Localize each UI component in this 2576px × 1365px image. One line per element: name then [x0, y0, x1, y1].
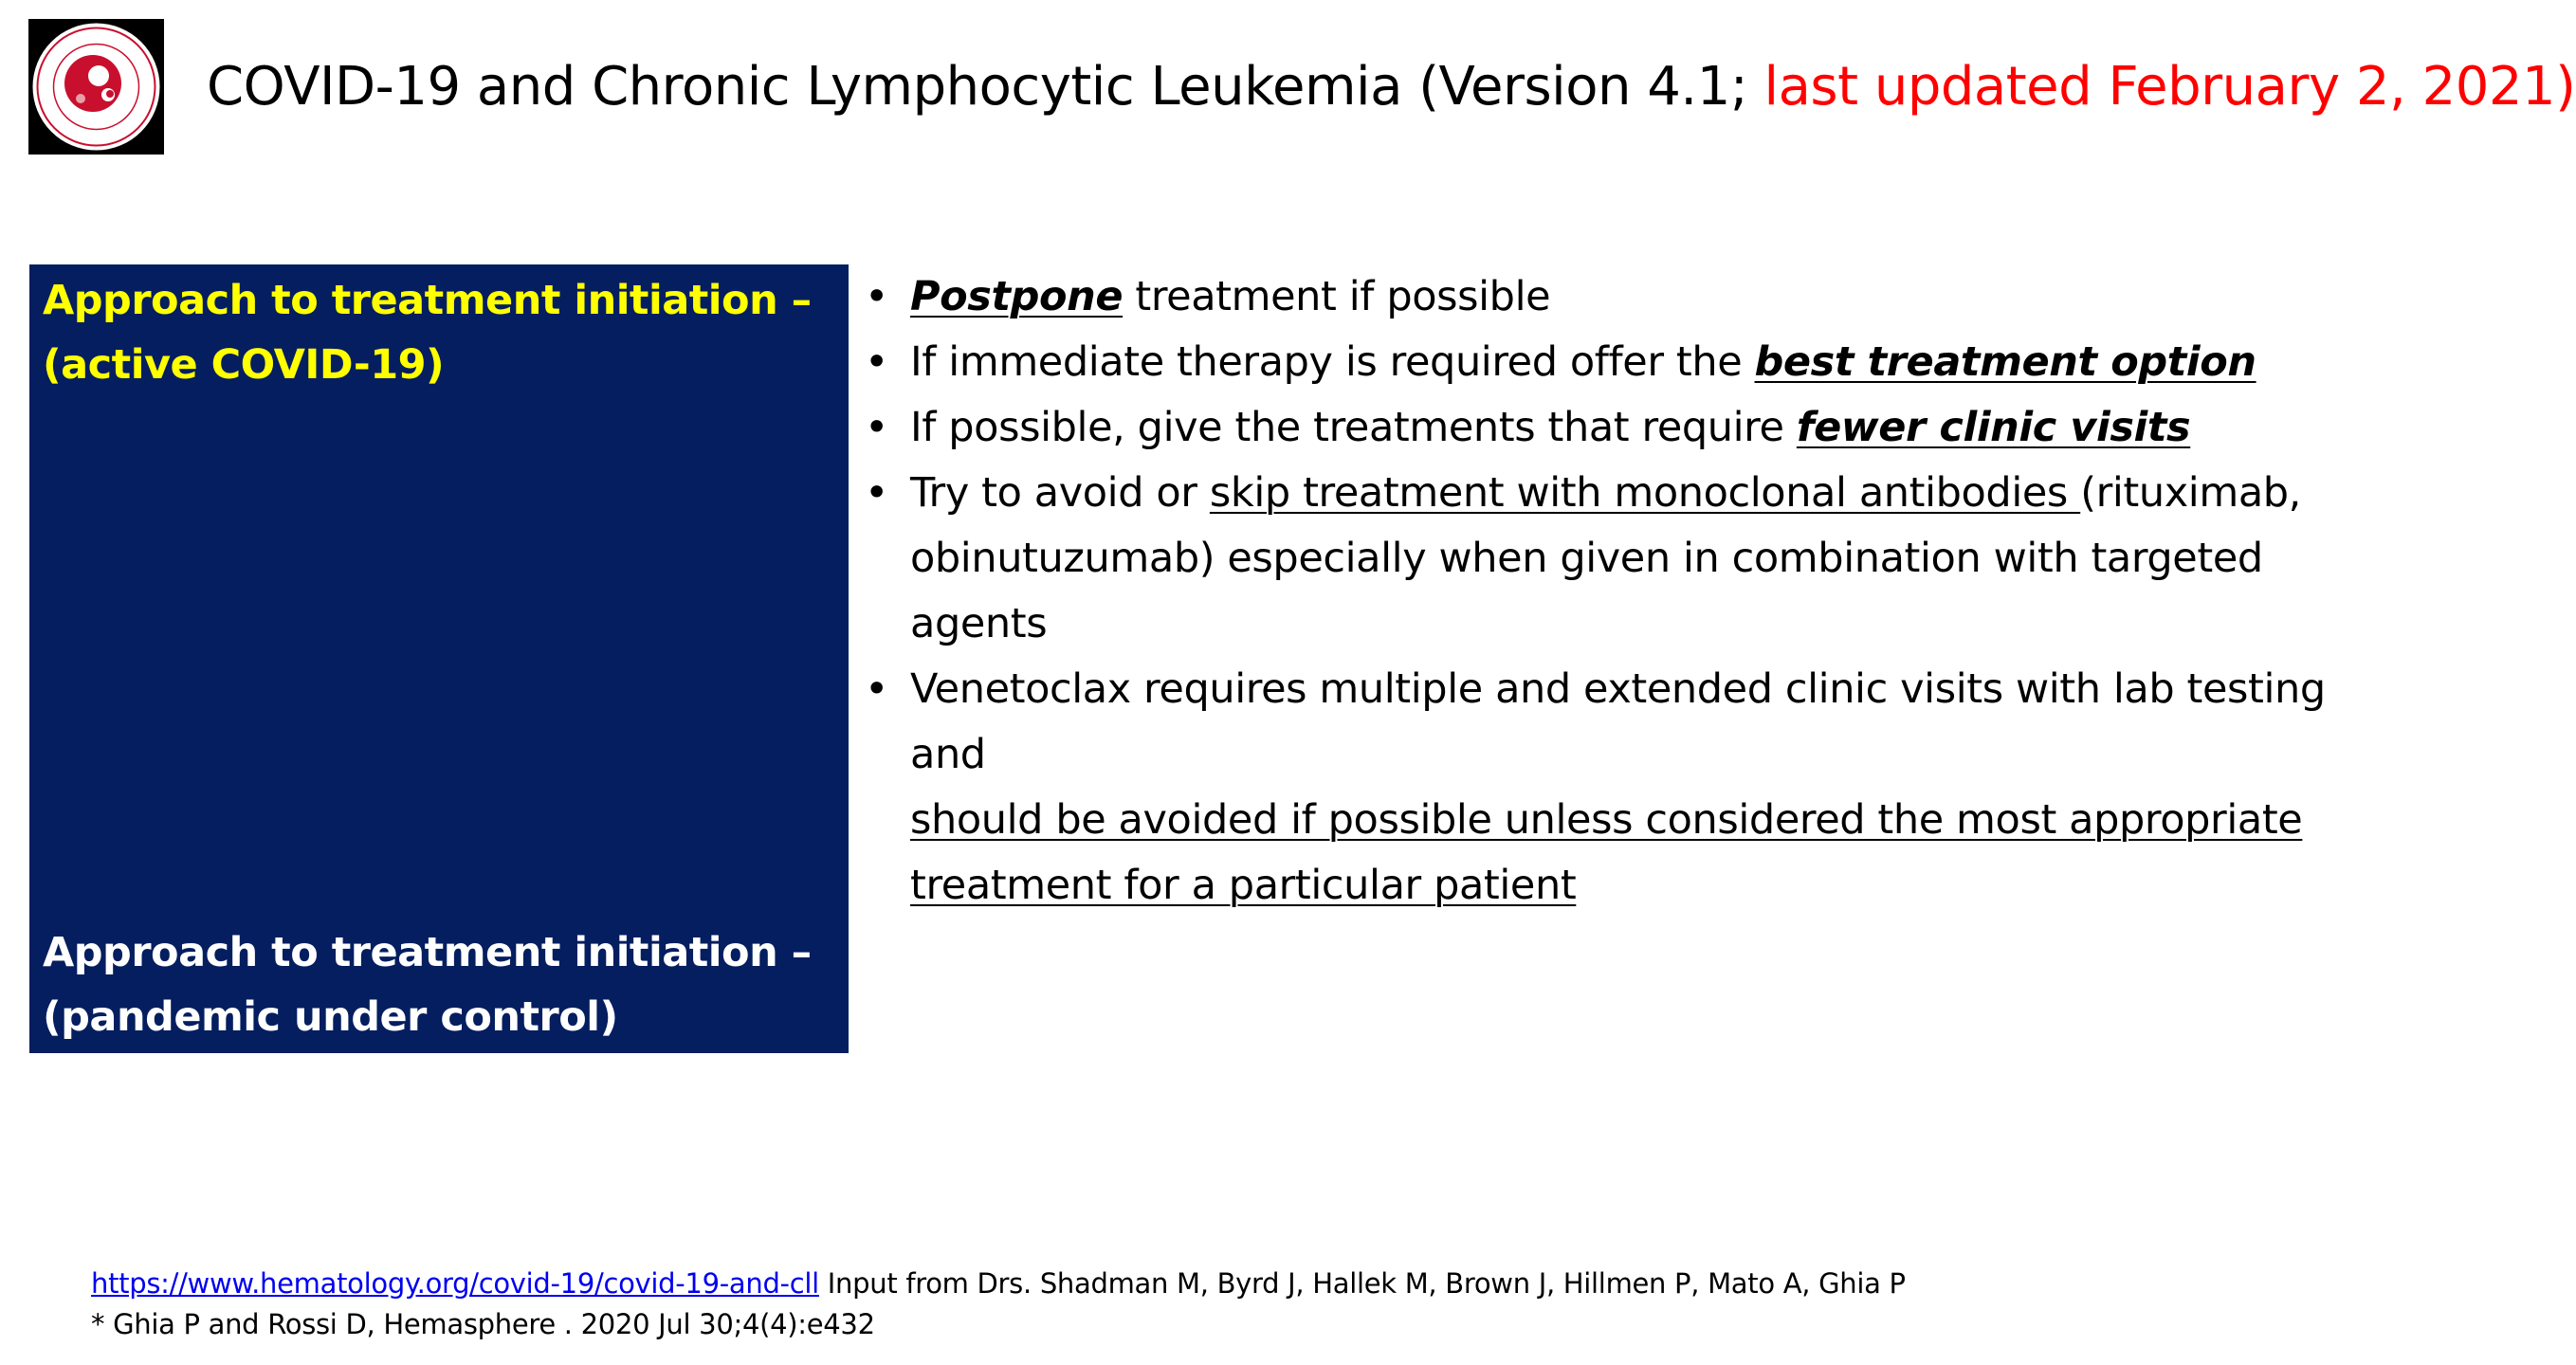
title-updated-date: last updated February 2, 2021) — [1763, 56, 2576, 118]
title-main: COVID-19 and Chronic Lymphocytic Leukemia (Version 4.1; — [207, 56, 1764, 118]
bullet-text: If possible, give the treatments that require — [910, 404, 1797, 451]
list-item — [865, 330, 2401, 395]
active-covid-heading-line1: Approach to treatment initiation – — [43, 277, 812, 324]
page-title — [207, 49, 2576, 125]
footer-references — [91, 1264, 1906, 1345]
best-treatment-emphasis: best treatment option — [1754, 338, 2256, 386]
pandemic-control-heading — [43, 920, 812, 1049]
list-item — [865, 264, 2401, 330]
venetoclax-underline-1: should be avoided if possible unless considered the most appropriate — [910, 796, 2303, 844]
bullet-icon: • — [865, 665, 888, 713]
ash-society-logo-icon — [28, 19, 164, 155]
venetoclax-underline-2: treatment for a particular patient — [910, 862, 1577, 909]
bullet-text: If immediate therapy is required offer the — [910, 338, 1755, 386]
bullet-text: Venetoclax requires multiple and extended clinic visits with lab testing and — [910, 665, 2326, 778]
postpone-emphasis: Postpone — [910, 273, 1124, 320]
fewer-visits-emphasis: fewer clinic visits — [1796, 404, 2191, 451]
active-covid-heading — [43, 268, 812, 397]
list-item — [865, 657, 2401, 919]
bullet-text: treatment if possible — [1123, 273, 1551, 320]
list-item — [865, 461, 2401, 657]
pandemic-control-heading-line1: Approach to treatment initiation – — [43, 929, 812, 976]
active-covid-heading-line2: (active COVID-19) — [43, 341, 445, 389]
pandemic-control-heading-line2: (pandemic under control) — [43, 993, 618, 1041]
bullet-icon: • — [865, 273, 888, 320]
approach-sidebar — [29, 264, 849, 1053]
bullet-text: obinutuzumab) especially when given in combination with targeted agents — [910, 535, 2263, 647]
bullet-icon: • — [865, 338, 888, 386]
recommendation-list — [865, 264, 2401, 919]
contributors-text: Input from Drs. Shadman M, Byrd J, Hallek M, Brown J, Hillmen P, Mato A, Ghia P — [818, 1267, 1906, 1300]
footer-source-line — [91, 1264, 1906, 1304]
bullet-icon: • — [865, 469, 888, 517]
list-item — [865, 395, 2401, 461]
bullet-icon: • — [865, 404, 888, 451]
bullet-text: Try to avoid or — [910, 469, 1210, 517]
citation-text: * Ghia P and Rossi D, Hemasphere . 2020 Jul 30;4(4):e432 — [91, 1308, 875, 1340]
bullet-text: (rituximab, — [2080, 469, 2301, 517]
source-link[interactable]: https://www.hematology.org/covid-19/covid-19-and-cll — [91, 1267, 819, 1300]
ash-logo — [28, 19, 164, 155]
monoclonal-underline: skip treatment with monoclonal antibodies — [1209, 469, 2081, 517]
